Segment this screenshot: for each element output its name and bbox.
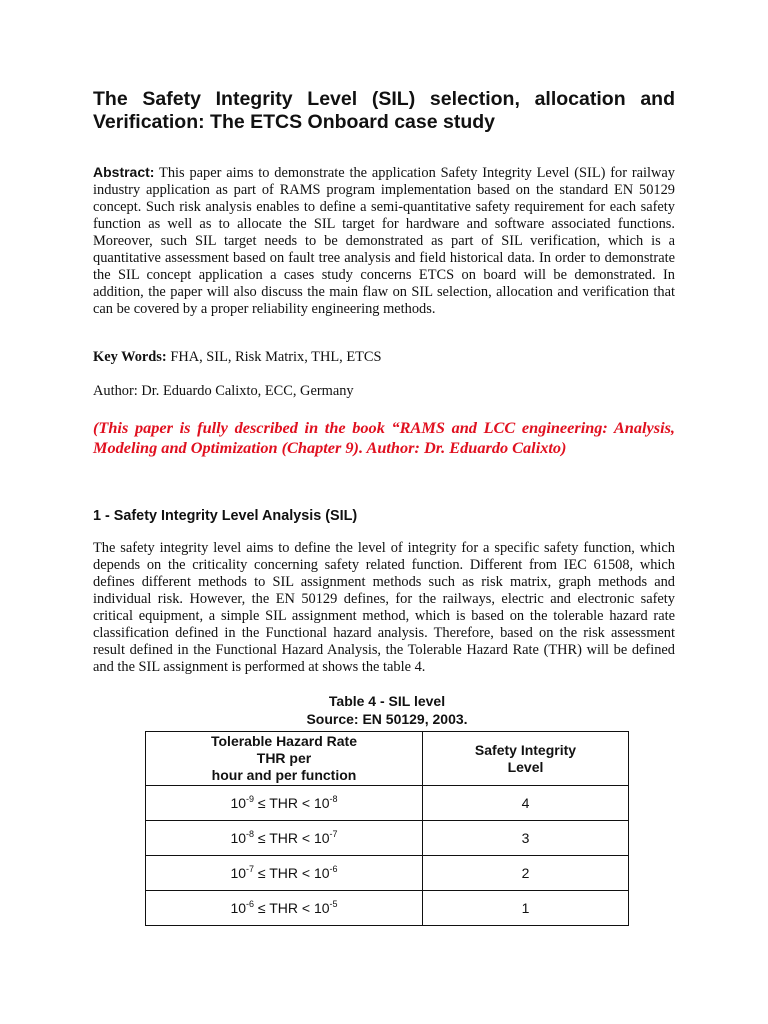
sil-table (145, 731, 629, 926)
header-sil (423, 732, 629, 786)
table-row (146, 856, 629, 891)
keywords-label: Key Words: (93, 349, 167, 365)
table-header-row (146, 732, 629, 786)
header-thr-line: hour and per function (211, 767, 357, 783)
thr-range-cell: $10^{-9}$ ≤ THR < $10^{-8}$ (146, 786, 423, 821)
header-thr (146, 732, 423, 786)
sil-level-cell: 1 (423, 891, 629, 926)
sil-level-cell: 3 (423, 821, 629, 856)
header-thr-line: Tolerable Hazard Rate (210, 733, 357, 749)
thr-range-cell: $10^{-6}$ ≤ THR < $10^{-5}$ (146, 891, 423, 926)
body-paragraph: The safety integrity level aims to define the level of integrity for a specific safety function, which depends on the criticality concerning safety related function. Different from IEC 61508, which defines different methods to SIL assignment methods such as risk matrix, graph methods and individual risk. However, the EN 50129 defines, for the railways, electric and electronic safety critical equipment, a simple SIL assignment method, which is based on the tolerable hazard rate classification defined in the Functional hazard analysis. Therefore, based on the risk assessment result defined in the Functional Hazard Analysis, the Tolerable Hazard Rate (THR) will be defined and the SIL assignment is performed at shows the table 4. (93, 540, 675, 675)
table-row (146, 891, 629, 926)
header-thr-line: THR per (256, 750, 312, 766)
table-caption: Table 4 - SIL level (328, 693, 446, 709)
keywords-text: FHA, SIL, Risk Matrix, THL, ETCS (170, 349, 382, 365)
header-sil-line: Safety Integrity (474, 741, 577, 758)
thr-range-cell: $10^{-7}$ ≤ THR < $10^{-6}$ (146, 856, 423, 891)
paper-title: The Safety Integrity Level (SIL) selection, allocation and Verification: The ETCS Onboard case study (93, 88, 675, 133)
thr-range-cell: $10^{-8}$ ≤ THR < $10^{-7}$ (146, 821, 423, 856)
table-row (146, 786, 629, 821)
abstract-label: Abstract: (93, 164, 155, 180)
sil-level-cell: 4 (423, 786, 629, 821)
keywords (93, 349, 675, 366)
book-reference-note: (This paper is fully described in the book “RAMS and LCC engineering: Analysis, Modeling and Optimization (Chapter 9). Author: Dr. Eduardo Calixto) (93, 418, 675, 457)
section-heading: 1 - Safety Integrity Level Analysis (SIL) (93, 508, 358, 524)
table-row (146, 821, 629, 856)
author-line: Author: Dr. Eduardo Calixto, ECC, Germany (93, 383, 354, 399)
table-source: Source: EN 50129, 2003. (306, 711, 468, 727)
abstract (93, 164, 675, 318)
header-sil-line: Level (507, 758, 544, 775)
abstract-text: This paper aims to demonstrate the application Safety Integrity Level (SIL) for railway industry application as part of RAMS program implementation based on the standard EN 50129 concept. Such risk analysis enables to define a semi-quantitative safety requirement for each safety function as well as to allocate the SIL target for hardware and software associated functions. Moreover, such SIL target needs to be demonstrated as part of SIL verification, which is a quantitative assessment based on fault tree analysis and field historical data. In order to demonstrate the SIL concept application a cases study concerns ETCS on board will be demonstrated. In addition, the paper will also discuss the main flaw on SIL selection, allocation and verification that can be covered by a proper reliability engineering methods. (93, 165, 675, 317)
sil-level-cell: 2 (423, 856, 629, 891)
